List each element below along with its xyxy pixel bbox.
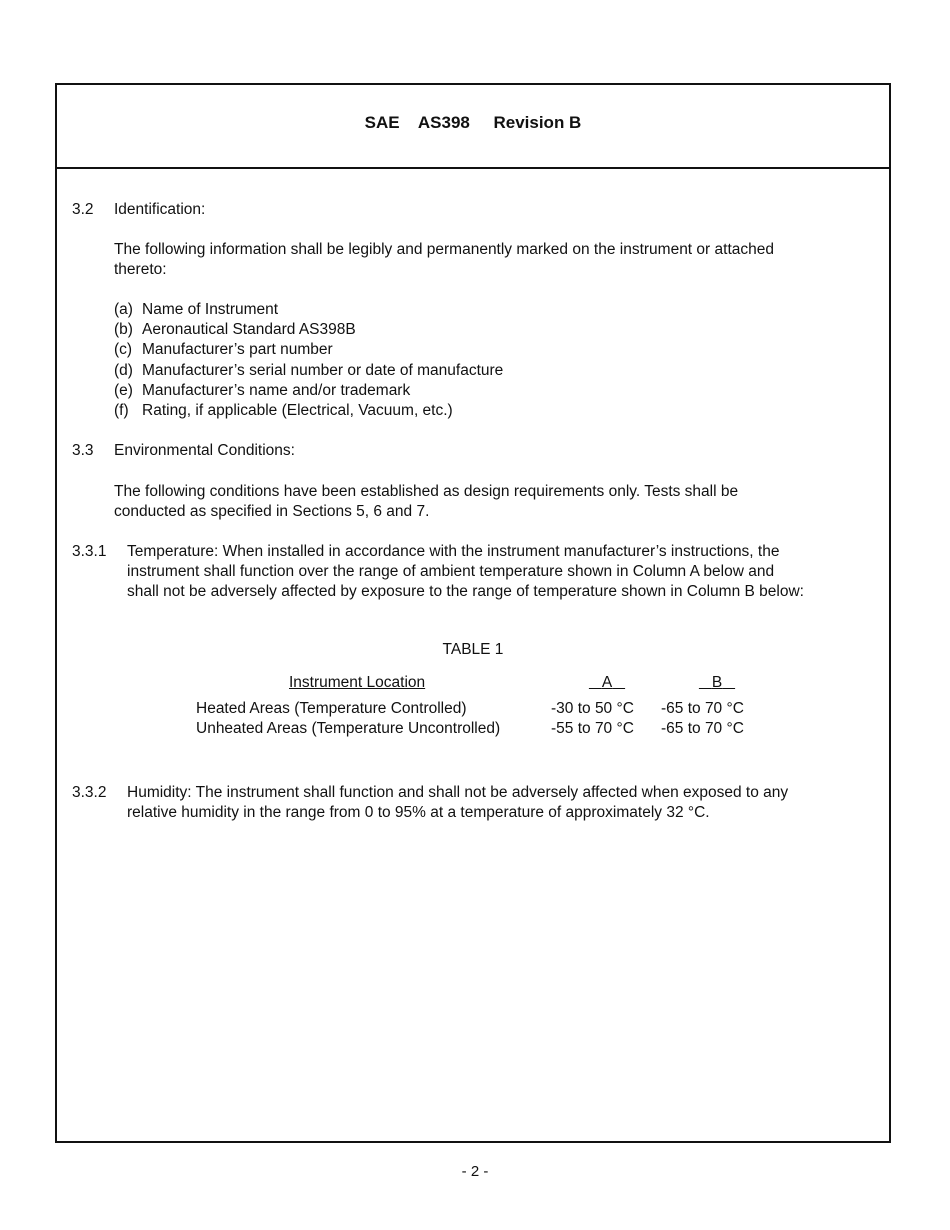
table-header-a: A [601, 674, 613, 691]
humidity-line-2: relative humidity in the range from 0 to 95% at a temperature of approximately 32 °C. [127, 804, 710, 821]
section-number-3-3-1: 3.3.1 [72, 543, 107, 560]
table-cell-b: -65 to 70 °C [661, 700, 744, 717]
section-heading-identification: Identification: [114, 201, 206, 218]
list-item-letter: (a) [114, 301, 133, 318]
document-title: SAE AS398 Revision B [364, 113, 582, 132]
section-number-3-2: 3.2 [72, 201, 94, 218]
list-item-text: Aeronautical Standard AS398B [142, 321, 356, 338]
list-item-letter: (c) [114, 341, 133, 358]
list-item-letter: (b) [114, 321, 133, 338]
table-cell-b: -65 to 70 °C [661, 720, 744, 737]
list-item-letter: (e) [114, 382, 133, 399]
section-heading-environmental: Environmental Conditions: [114, 442, 295, 459]
list-item [114, 361, 503, 381]
document-header [57, 85, 889, 169]
table-cell-location: Heated Areas (Temperature Controlled) [196, 700, 467, 717]
temperature-line-1: Temperature: When installed in accordance with the instrument manufacturer’s instructions, the [127, 543, 780, 560]
list-item-text: Manufacturer’s name and/or trademark [142, 382, 411, 399]
table-header-b: B [711, 674, 723, 691]
identification-intro-line-2: thereto: [114, 261, 167, 278]
list-item [114, 320, 356, 340]
list-item-text: Manufacturer’s serial number or date of manufacture [142, 362, 504, 379]
table-cell-location: Unheated Areas (Temperature Uncontrolled) [196, 720, 501, 737]
humidity-line-1: Humidity: The instrument shall function and shall not be adversely affected when exposed to any [127, 784, 789, 801]
list-item [114, 300, 278, 320]
table-caption: TABLE 1 [442, 641, 504, 658]
list-item-text: Name of Instrument [142, 301, 279, 318]
list-item [114, 401, 453, 421]
section-number-3-3-2: 3.3.2 [72, 784, 107, 801]
identification-intro-line-1: The following information shall be legibly and permanently marked on the instrument or attached [114, 241, 774, 258]
list-item-letter: (f) [114, 402, 129, 419]
environmental-line-1: The following conditions have been established as design requirements only. Tests shall be [114, 483, 739, 500]
page-number: - 2 - [461, 1163, 489, 1180]
page-frame [55, 83, 891, 1143]
temperature-line-3: shall not be adversely affected by exposure to the range of temperature shown in Column B below: [127, 583, 804, 600]
environmental-line-2: conducted as specified in Sections 5, 6 and 7. [114, 503, 430, 520]
list-item-text: Rating, if applicable (Electrical, Vacuum, etc.) [142, 402, 453, 419]
list-item-text: Manufacturer’s part number [142, 341, 333, 358]
table-cell-a: -55 to 70 °C [551, 720, 634, 737]
section-number-3-3: 3.3 [72, 442, 94, 459]
temperature-line-2: instrument shall function over the range of ambient temperature shown in Column A below and [127, 563, 775, 580]
list-item [114, 340, 333, 360]
table-cell-a: -30 to 50 °C [551, 700, 634, 717]
list-item-letter: (d) [114, 362, 133, 379]
list-item [114, 381, 410, 401]
table-header-location: Instrument Location [289, 674, 426, 691]
